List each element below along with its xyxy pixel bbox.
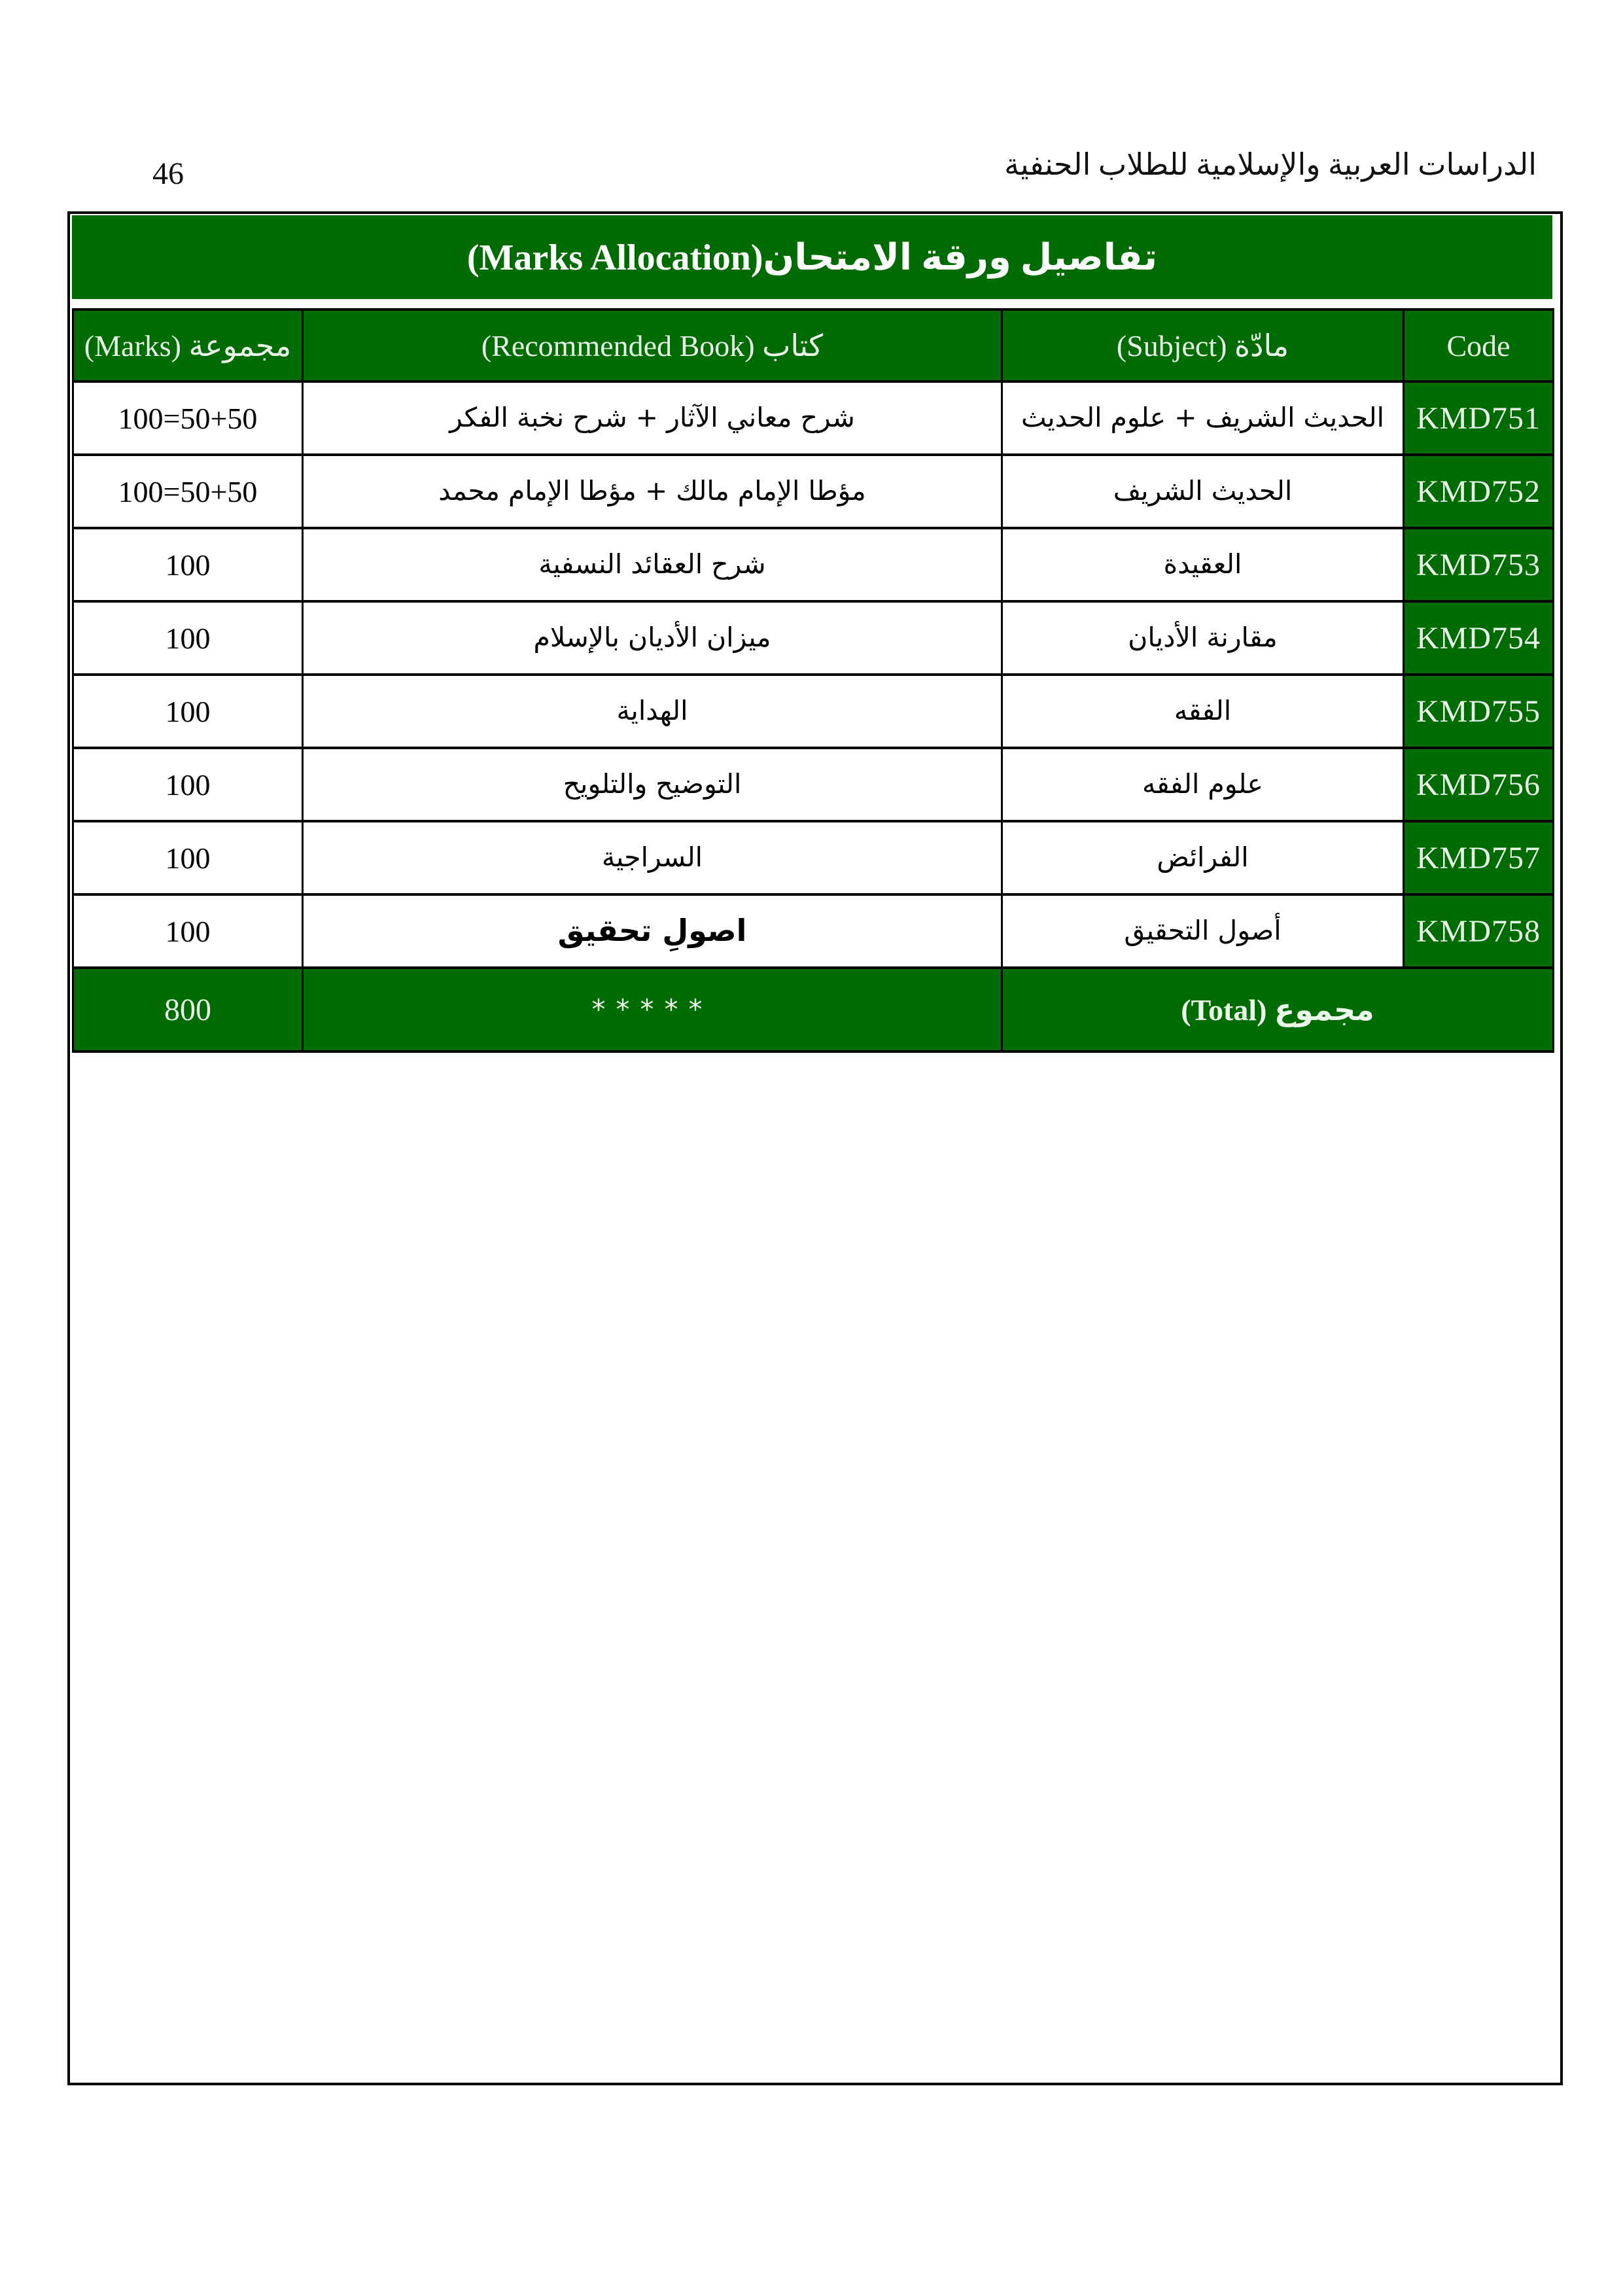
table-title-bar: [72, 215, 1552, 299]
subject-cell: أصول التحقيق: [1002, 894, 1404, 968]
subject-cell: الحديث الشريف: [1002, 455, 1404, 528]
code-cell: KMD753: [1404, 528, 1554, 601]
marks-value: 100: [165, 768, 211, 802]
marks-value: 100=50+50: [118, 401, 258, 435]
book-cell: الهداية: [303, 675, 1002, 748]
book-cell: شرح العقائد النسفية: [303, 528, 1002, 601]
total-label-cell: مجموع (Total): [1002, 968, 1554, 1051]
subject-cell: الحديث الشريف + علوم الحديث: [1002, 381, 1404, 455]
book-cell: التوضيح والتلويح: [303, 748, 1002, 821]
code-cell: KMD755: [1404, 675, 1554, 748]
code-cell: KMD758: [1404, 894, 1554, 968]
book-cell: مؤطا الإمام مالك + مؤطا الإمام محمد: [303, 455, 1002, 528]
marks-cell: [73, 528, 303, 601]
marks-cell: [73, 381, 303, 455]
marks-allocation-table: [72, 308, 1554, 1053]
table-row: [73, 821, 1554, 894]
marks-cell: [73, 601, 303, 675]
total-row: [73, 968, 1554, 1051]
table-row: [73, 601, 1554, 675]
subject-cell: الفرائض: [1002, 821, 1404, 894]
marks-cell: [73, 821, 303, 894]
subject-cell: علوم الفقه: [1002, 748, 1404, 821]
subject-cell: العقيدة: [1002, 528, 1404, 601]
page-header-title: الدراسات العربية والإسلامية للطلاب الحنفية: [1004, 148, 1537, 181]
table-row: [73, 381, 1554, 455]
table-row: [73, 528, 1554, 601]
code-cell: KMD756: [1404, 748, 1554, 821]
table-row: [73, 455, 1554, 528]
book-cell: السراجية: [303, 821, 1002, 894]
marks-cell: [73, 894, 303, 968]
marks-cell: [73, 748, 303, 821]
marks-value: 100: [165, 914, 211, 948]
table-row: [73, 675, 1554, 748]
marks-value: 100=50+50: [118, 474, 258, 508]
book-cell: اصولِ تحقيق: [303, 894, 1002, 968]
marks-cell: [73, 455, 303, 528]
code-cell: KMD752: [1404, 455, 1554, 528]
total-marks-cell: [73, 968, 303, 1051]
marks-cell: [73, 675, 303, 748]
code-cell: KMD757: [1404, 821, 1554, 894]
marks-value: 100: [165, 548, 211, 582]
table-title: تفاصيل ورقة الامتحان(Marks Allocation): [466, 237, 1158, 278]
table-content-area: [72, 215, 1552, 1053]
total-book-cell: *****: [303, 968, 1002, 1051]
column-header-code: Code: [1404, 309, 1554, 381]
marks-value: 100: [165, 621, 211, 655]
marks-value: 100: [165, 694, 211, 728]
book-cell: ميزان الأديان بالإسلام: [303, 601, 1002, 675]
table-row: [73, 748, 1554, 821]
page-number: 46: [152, 156, 184, 191]
book-cell: شرح معاني الآثار + شرح نخبة الفكر: [303, 381, 1002, 455]
code-cell: KMD754: [1404, 601, 1554, 675]
total-marks-value: 800: [164, 992, 211, 1027]
column-header-subject: مادّة (Subject): [1002, 309, 1404, 381]
subject-cell: مقارنة الأديان: [1002, 601, 1404, 675]
header-row: [73, 309, 1554, 381]
marks-value: 100: [165, 841, 211, 875]
document-outer-frame: [67, 211, 1563, 2085]
column-header-book: كتاب (Recommended Book): [303, 309, 1002, 381]
column-header-marks: مجموعة (Marks): [73, 309, 303, 381]
subject-cell: الفقه: [1002, 675, 1404, 748]
code-cell: KMD751: [1404, 381, 1554, 455]
table-row: [73, 894, 1554, 968]
title-gap: [72, 299, 1552, 308]
